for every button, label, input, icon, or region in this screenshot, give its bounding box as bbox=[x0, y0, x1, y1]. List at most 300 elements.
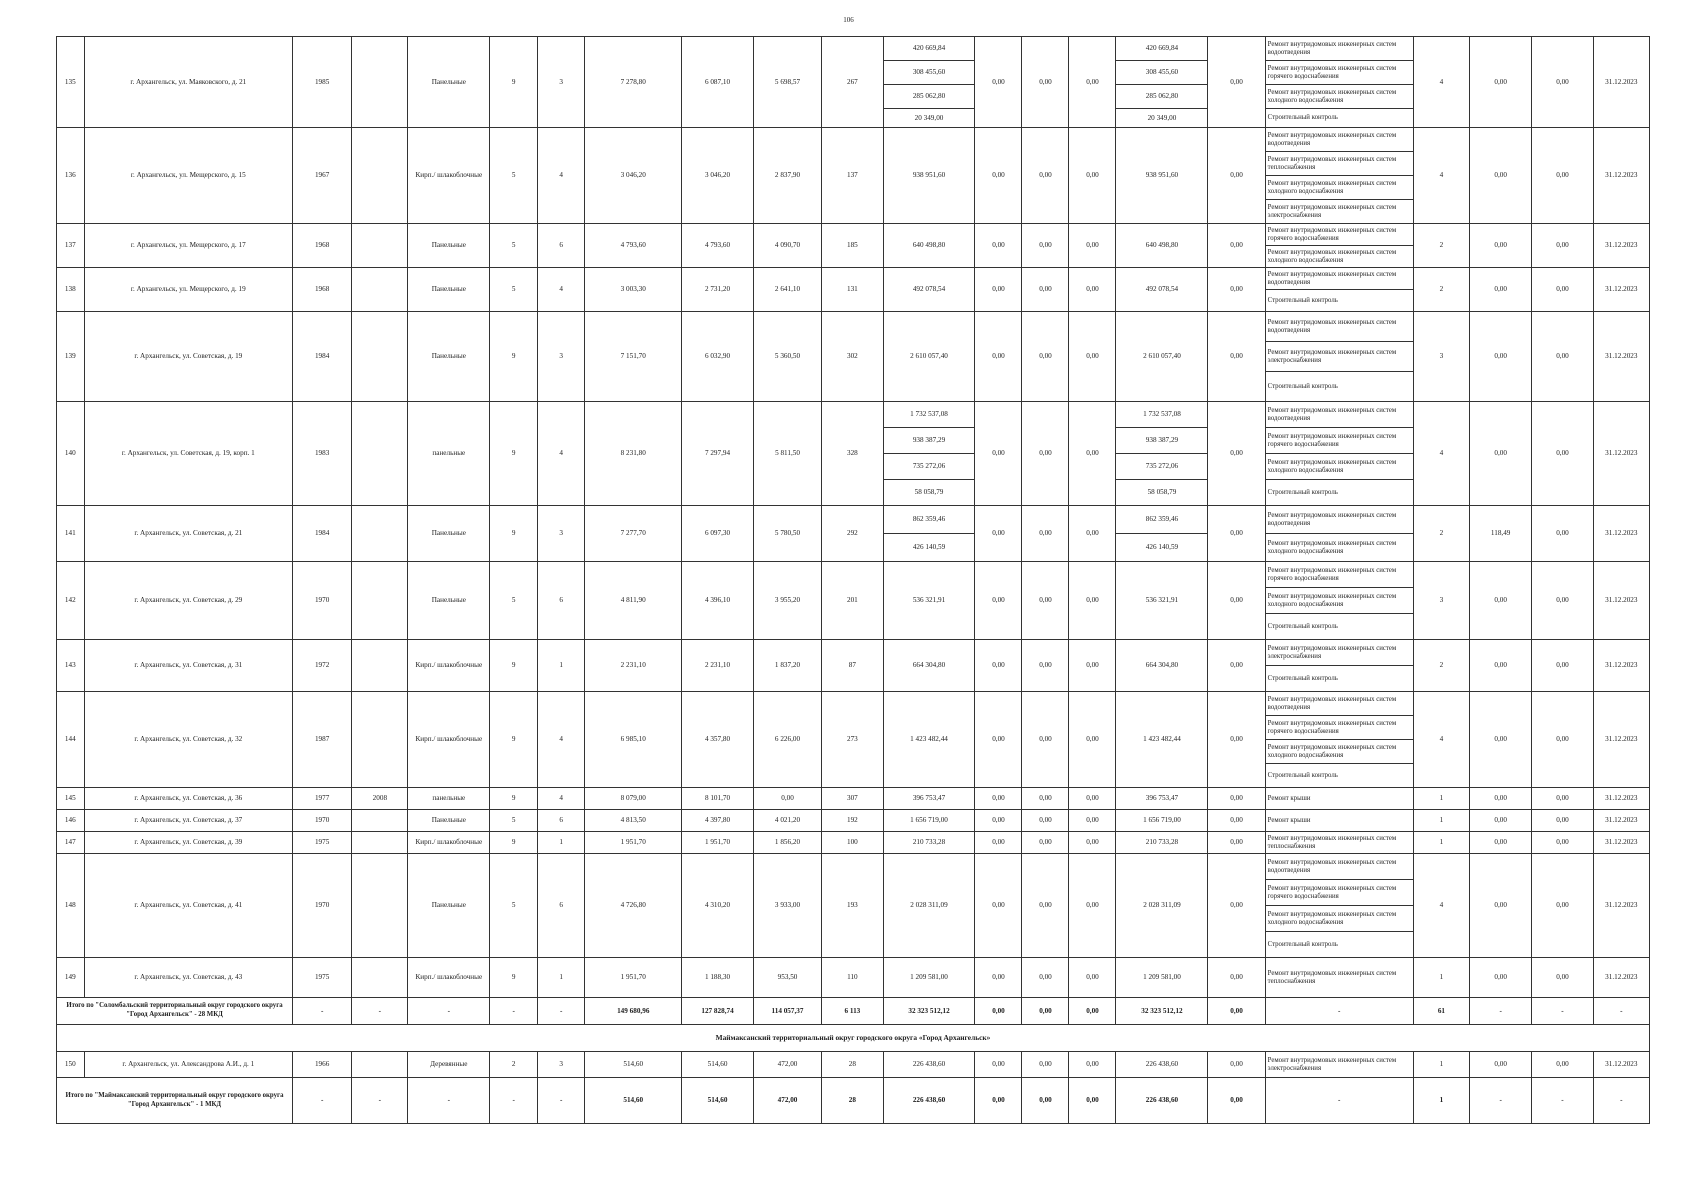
unit-cost: 0,00 bbox=[1470, 37, 1532, 128]
floors: 9 bbox=[490, 958, 538, 998]
living-area: 3 046,20 bbox=[682, 128, 754, 224]
cost-owners: 1 732 537,08 bbox=[1116, 402, 1208, 428]
funding-regional: 0,00 bbox=[1022, 854, 1069, 958]
work-type: Ремонт внутридомовых инженерных систем холодного водоснабжения bbox=[1265, 454, 1413, 480]
floors: 5 bbox=[490, 562, 538, 640]
residential-area: 953,50 bbox=[753, 958, 821, 998]
address: г. Архангельск, ул. Советская, д. 32 bbox=[84, 692, 292, 788]
work-type: Ремонт внутридомовых инженерных систем холодного водоснабжения bbox=[1265, 534, 1413, 562]
floors: 9 bbox=[490, 692, 538, 788]
funding-regional: 0,00 bbox=[1022, 788, 1069, 810]
residents: 185 bbox=[822, 224, 883, 268]
work-type: Ремонт внутридомовых инженерных систем водоотведения bbox=[1265, 506, 1413, 534]
funding-regional: 0,00 bbox=[1022, 128, 1069, 224]
funding-regional: 0,00 bbox=[1022, 402, 1069, 506]
wall-material: Панельные bbox=[408, 224, 490, 268]
funding-federal: 0,00 bbox=[975, 854, 1022, 958]
total-cell: - bbox=[408, 998, 490, 1025]
cost-value: 735 272,06 bbox=[883, 454, 975, 480]
address: г. Архангельск, ул. Мещерского, д. 19 bbox=[84, 268, 292, 312]
living-area: 4 357,80 bbox=[682, 692, 754, 788]
cost-value: 1 423 482,44 bbox=[883, 692, 975, 788]
work-type: Ремонт внутридомовых инженерных систем водоотведения bbox=[1265, 37, 1413, 61]
address: г. Архангельск, ул. Советская, д. 37 bbox=[84, 810, 292, 832]
work-count: 3 bbox=[1413, 562, 1469, 640]
residents: 87 bbox=[822, 640, 883, 692]
work-type: Ремонт внутридомовых инженерных систем водоотведения bbox=[1265, 312, 1413, 342]
funding-local: 0,00 bbox=[1069, 506, 1116, 562]
residents: 192 bbox=[822, 810, 883, 832]
funding-local: 0,00 bbox=[1069, 562, 1116, 640]
cost-value: 285 062,80 bbox=[883, 85, 975, 109]
row-number: 146 bbox=[57, 810, 85, 832]
funding-regional: 0,00 bbox=[1022, 832, 1069, 854]
work-type: Ремонт внутридомовых инженерных систем электроснабжения bbox=[1265, 1052, 1413, 1078]
wall-material: Панельные bbox=[408, 312, 490, 402]
wall-material: Панельные bbox=[408, 37, 490, 128]
total-area-3: 472,00 bbox=[753, 1078, 821, 1124]
entrances: 3 bbox=[538, 506, 585, 562]
residents: 201 bbox=[822, 562, 883, 640]
work-type: Ремонт внутридомовых инженерных систем теплоснабжения bbox=[1265, 832, 1413, 854]
total-area-1: 149 680,96 bbox=[585, 998, 682, 1025]
funding-federal: 0,00 bbox=[975, 312, 1022, 402]
funding-federal: 0,00 bbox=[975, 958, 1022, 998]
total-area: 7 277,70 bbox=[585, 506, 682, 562]
funding-regional: 0,00 bbox=[1022, 268, 1069, 312]
address: г. Архангельск, ул. Советская, д. 41 bbox=[84, 854, 292, 958]
table-row bbox=[57, 562, 1650, 588]
living-area: 4 310,20 bbox=[682, 854, 754, 958]
row-number: 141 bbox=[57, 506, 85, 562]
residents: 273 bbox=[822, 692, 883, 788]
work-type: Ремонт внутридомовых инженерных систем электроснабжения bbox=[1265, 342, 1413, 372]
cost-value: 2 028 311,09 bbox=[883, 854, 975, 958]
address: г. Архангельск, ул. Советская, д. 29 bbox=[84, 562, 292, 640]
row-number: 140 bbox=[57, 402, 85, 506]
funding-other: 0,00 bbox=[1208, 128, 1265, 224]
year-renovated bbox=[352, 128, 408, 224]
residential-area: 5 698,57 bbox=[753, 37, 821, 128]
total-cell: - bbox=[408, 1078, 490, 1124]
table-row bbox=[57, 854, 1650, 880]
cost-owners: 862 359,46 bbox=[1116, 506, 1208, 534]
row-number: 149 bbox=[57, 958, 85, 998]
residential-area: 3 933,00 bbox=[753, 854, 821, 958]
cost-value: 58 058,79 bbox=[883, 480, 975, 506]
floors: 9 bbox=[490, 312, 538, 402]
total-cell: - bbox=[1532, 1078, 1593, 1124]
cost-owners: 308 455,60 bbox=[1116, 61, 1208, 85]
row-number: 148 bbox=[57, 854, 85, 958]
residents: 307 bbox=[822, 788, 883, 810]
total-cell: 0,00 bbox=[975, 1078, 1022, 1124]
deadline-date: 31.12.2023 bbox=[1593, 128, 1649, 224]
table-row bbox=[57, 402, 1650, 428]
limit-cost: 0,00 bbox=[1532, 958, 1593, 998]
address: г. Архангельск, ул. Мещерского, д. 17 bbox=[84, 224, 292, 268]
cost-value: 396 753,47 bbox=[883, 788, 975, 810]
entrances: 3 bbox=[538, 37, 585, 128]
work-count: 1 bbox=[1413, 832, 1469, 854]
total-cell: 0,00 bbox=[1069, 998, 1116, 1025]
entrances: 6 bbox=[538, 562, 585, 640]
total-area-3: 114 057,37 bbox=[753, 998, 821, 1025]
work-type: Ремонт внутридомовых инженерных систем холодного водоснабжения bbox=[1265, 176, 1413, 200]
work-type: Строительный контроль bbox=[1265, 109, 1413, 128]
address: г. Архангельск, ул. Советская, д. 21 bbox=[84, 506, 292, 562]
table-body-part3 bbox=[57, 1052, 1650, 1078]
total-cell: 0,00 bbox=[1208, 998, 1265, 1025]
unit-cost: 118,49 bbox=[1470, 506, 1532, 562]
residential-area: 2 837,90 bbox=[753, 128, 821, 224]
year-renovated bbox=[352, 832, 408, 854]
total-cell: - bbox=[352, 1078, 408, 1124]
wall-material: Панельные bbox=[408, 562, 490, 640]
year-renovated bbox=[352, 692, 408, 788]
funding-local: 0,00 bbox=[1069, 224, 1116, 268]
total-cell: - bbox=[1470, 998, 1532, 1025]
deadline-date: 31.12.2023 bbox=[1593, 958, 1649, 998]
work-type: Ремонт внутридомовых инженерных систем горячего водоснабжения bbox=[1265, 562, 1413, 588]
limit-cost: 0,00 bbox=[1532, 224, 1593, 268]
work-type: Строительный контроль bbox=[1265, 480, 1413, 506]
work-type: Ремонт внутридомовых инженерных систем холодного водоснабжения bbox=[1265, 740, 1413, 764]
total-area: 8 231,80 bbox=[585, 402, 682, 506]
entrances: 3 bbox=[538, 312, 585, 402]
table-row bbox=[57, 810, 1650, 832]
residential-area: 472,00 bbox=[753, 1052, 821, 1078]
table-row bbox=[57, 832, 1650, 854]
address: г. Архангельск, ул. Советская, д. 43 bbox=[84, 958, 292, 998]
year-built: 1972 bbox=[293, 640, 352, 692]
entrances: 6 bbox=[538, 810, 585, 832]
floors: 5 bbox=[490, 810, 538, 832]
living-area: 4 396,10 bbox=[682, 562, 754, 640]
unit-cost: 0,00 bbox=[1470, 224, 1532, 268]
cost-owners: 2 610 057,40 bbox=[1116, 312, 1208, 402]
wall-material: Панельные bbox=[408, 506, 490, 562]
deadline-date: 31.12.2023 bbox=[1593, 506, 1649, 562]
row-number: 143 bbox=[57, 640, 85, 692]
year-built: 1968 bbox=[293, 268, 352, 312]
funding-local: 0,00 bbox=[1069, 854, 1116, 958]
limit-cost: 0,00 bbox=[1532, 832, 1593, 854]
unit-cost: 0,00 bbox=[1470, 562, 1532, 640]
cost-value: 640 498,80 bbox=[883, 224, 975, 268]
cost-owners: 1 209 581,00 bbox=[1116, 958, 1208, 998]
residents: 328 bbox=[822, 402, 883, 506]
address: г. Архангельск, ул. Советская, д. 36 bbox=[84, 788, 292, 810]
total-area: 3 046,20 bbox=[585, 128, 682, 224]
floors: 9 bbox=[490, 402, 538, 506]
funding-local: 0,00 bbox=[1069, 692, 1116, 788]
work-type: Ремонт внутридомовых инженерных систем холодного водоснабжения bbox=[1265, 246, 1413, 268]
total-row-solombala bbox=[57, 998, 1650, 1052]
year-built: 1966 bbox=[293, 1052, 352, 1078]
work-count: 1 bbox=[1413, 788, 1469, 810]
cost-owners: 226 438,60 bbox=[1116, 1052, 1208, 1078]
work-count: 2 bbox=[1413, 268, 1469, 312]
table-row bbox=[57, 1052, 1650, 1078]
row-number: 135 bbox=[57, 37, 85, 128]
entrances: 6 bbox=[538, 224, 585, 268]
year-renovated bbox=[352, 506, 408, 562]
residents: 137 bbox=[822, 128, 883, 224]
entrances: 4 bbox=[538, 788, 585, 810]
funding-local: 0,00 bbox=[1069, 268, 1116, 312]
year-built: 1983 bbox=[293, 402, 352, 506]
year-renovated: 2008 bbox=[352, 788, 408, 810]
limit-cost: 0,00 bbox=[1532, 506, 1593, 562]
residential-area: 5 780,50 bbox=[753, 506, 821, 562]
deadline-date: 31.12.2023 bbox=[1593, 810, 1649, 832]
funding-local: 0,00 bbox=[1069, 1052, 1116, 1078]
total-cost-2: 32 323 512,12 bbox=[1116, 998, 1208, 1025]
cost-value: 492 078,54 bbox=[883, 268, 975, 312]
year-renovated bbox=[352, 562, 408, 640]
total-area: 4 793,60 bbox=[585, 224, 682, 268]
deadline-date: 31.12.2023 bbox=[1593, 692, 1649, 788]
funding-local: 0,00 bbox=[1069, 128, 1116, 224]
floors: 9 bbox=[490, 506, 538, 562]
year-built: 1970 bbox=[293, 854, 352, 958]
cost-owners: 1 423 482,44 bbox=[1116, 692, 1208, 788]
entrances: 1 bbox=[538, 958, 585, 998]
total-cell: 0,00 bbox=[1022, 998, 1069, 1025]
wall-material: Деревянные bbox=[408, 1052, 490, 1078]
work-type: Ремонт внутридомовых инженерных систем теплоснабжения bbox=[1265, 152, 1413, 176]
work-type: Строительный контроль bbox=[1265, 290, 1413, 312]
year-renovated bbox=[352, 402, 408, 506]
entrances: 6 bbox=[538, 854, 585, 958]
funding-local: 0,00 bbox=[1069, 640, 1116, 692]
year-built: 1975 bbox=[293, 958, 352, 998]
total-label: Итого по "Соломбальский территориальный округ городского округа "Город Архангельск" - 28 МКД bbox=[57, 998, 293, 1025]
funding-regional: 0,00 bbox=[1022, 958, 1069, 998]
unit-cost: 0,00 bbox=[1470, 1052, 1532, 1078]
total-area-2: 514,60 bbox=[682, 1078, 754, 1124]
funding-federal: 0,00 bbox=[975, 402, 1022, 506]
entrances: 4 bbox=[538, 692, 585, 788]
wall-material: Панельные bbox=[408, 268, 490, 312]
funding-other: 0,00 bbox=[1208, 810, 1265, 832]
living-area: 7 297,94 bbox=[682, 402, 754, 506]
cost-owners: 536 321,91 bbox=[1116, 562, 1208, 640]
funding-federal: 0,00 bbox=[975, 37, 1022, 128]
deadline-date: 31.12.2023 bbox=[1593, 402, 1649, 506]
total-residents: 28 bbox=[822, 1078, 883, 1124]
limit-cost: 0,00 bbox=[1532, 1052, 1593, 1078]
row-number: 150 bbox=[57, 1052, 85, 1078]
funding-other: 0,00 bbox=[1208, 506, 1265, 562]
wall-material: панельные bbox=[408, 402, 490, 506]
funding-other: 0,00 bbox=[1208, 268, 1265, 312]
limit-cost: 0,00 bbox=[1532, 854, 1593, 958]
unit-cost: 0,00 bbox=[1470, 128, 1532, 224]
funding-federal: 0,00 bbox=[975, 1052, 1022, 1078]
total-area: 1 951,70 bbox=[585, 958, 682, 998]
table-body-part1 bbox=[57, 37, 1650, 562]
row-number: 142 bbox=[57, 562, 85, 640]
residents: 302 bbox=[822, 312, 883, 402]
residential-area: 4 021,20 bbox=[753, 810, 821, 832]
work-type: Строительный контроль bbox=[1265, 666, 1413, 692]
residents: 28 bbox=[822, 1052, 883, 1078]
work-count: 1 bbox=[1413, 1052, 1469, 1078]
total-cell: - bbox=[490, 1078, 538, 1124]
cost-value: 426 140,59 bbox=[883, 534, 975, 562]
work-type: Ремонт крыши bbox=[1265, 810, 1413, 832]
funding-regional: 0,00 bbox=[1022, 37, 1069, 128]
limit-cost: 0,00 bbox=[1532, 402, 1593, 506]
wall-material: Панельные bbox=[408, 854, 490, 958]
cost-value: 308 455,60 bbox=[883, 61, 975, 85]
cost-value: 226 438,60 bbox=[883, 1052, 975, 1078]
wall-material: Кирп./ шлакоблочные bbox=[408, 640, 490, 692]
table-row bbox=[57, 640, 1650, 666]
deadline-date: 31.12.2023 bbox=[1593, 312, 1649, 402]
work-count: 4 bbox=[1413, 37, 1469, 128]
cost-owners: 640 498,80 bbox=[1116, 224, 1208, 268]
deadline-date: 31.12.2023 bbox=[1593, 268, 1649, 312]
total-area: 514,60 bbox=[585, 1052, 682, 1078]
living-area: 4 793,60 bbox=[682, 224, 754, 268]
floors: 2 bbox=[490, 1052, 538, 1078]
address: г. Архангельск, ул. Советская, д. 19, корп. 1 bbox=[84, 402, 292, 506]
living-area: 6 032,90 bbox=[682, 312, 754, 402]
floors: 9 bbox=[490, 788, 538, 810]
entrances: 1 bbox=[538, 640, 585, 692]
wall-material: Кирп./ шлакоблочные bbox=[408, 832, 490, 854]
funding-local: 0,00 bbox=[1069, 37, 1116, 128]
living-area: 6 097,30 bbox=[682, 506, 754, 562]
residential-area: 2 641,10 bbox=[753, 268, 821, 312]
total-area: 1 951,70 bbox=[585, 832, 682, 854]
limit-cost: 0,00 bbox=[1532, 788, 1593, 810]
table-row bbox=[57, 788, 1650, 810]
limit-cost: 0,00 bbox=[1532, 268, 1593, 312]
entrances: 4 bbox=[538, 128, 585, 224]
cost-owners: 20 349,00 bbox=[1116, 109, 1208, 128]
unit-cost: 0,00 bbox=[1470, 402, 1532, 506]
table-row bbox=[57, 692, 1650, 716]
year-renovated bbox=[352, 854, 408, 958]
funding-local: 0,00 bbox=[1069, 832, 1116, 854]
work-type: Ремонт внутридомовых инженерных систем электроснабжения bbox=[1265, 640, 1413, 666]
funding-regional: 0,00 bbox=[1022, 640, 1069, 692]
cost-owners: 938 387,29 bbox=[1116, 428, 1208, 454]
total-area: 8 079,00 bbox=[585, 788, 682, 810]
work-type: Строительный контроль bbox=[1265, 764, 1413, 788]
work-type: Ремонт внутридомовых инженерных систем горячего водоснабжения bbox=[1265, 224, 1413, 246]
floors: 9 bbox=[490, 640, 538, 692]
living-area: 8 101,70 bbox=[682, 788, 754, 810]
cost-value: 862 359,46 bbox=[883, 506, 975, 534]
floors: 5 bbox=[490, 854, 538, 958]
total-cell: - bbox=[352, 998, 408, 1025]
work-type: Ремонт внутридомовых инженерных систем горячего водоснабжения bbox=[1265, 716, 1413, 740]
work-count: 4 bbox=[1413, 692, 1469, 788]
total-area: 7 151,70 bbox=[585, 312, 682, 402]
work-type: Ремонт внутридомовых инженерных систем электроснабжения bbox=[1265, 200, 1413, 224]
year-renovated bbox=[352, 268, 408, 312]
floors: 5 bbox=[490, 268, 538, 312]
funding-other: 0,00 bbox=[1208, 958, 1265, 998]
cost-owners: 210 733,28 bbox=[1116, 832, 1208, 854]
deadline-date: 31.12.2023 bbox=[1593, 562, 1649, 640]
funding-local: 0,00 bbox=[1069, 402, 1116, 506]
total-cost: 32 323 512,12 bbox=[883, 998, 975, 1025]
work-type: Ремонт внутридомовых инженерных систем горячего водоснабжения bbox=[1265, 880, 1413, 906]
funding-regional: 0,00 bbox=[1022, 506, 1069, 562]
funding-regional: 0,00 bbox=[1022, 312, 1069, 402]
cost-owners: 2 028 311,09 bbox=[1116, 854, 1208, 958]
residential-area: 4 090,70 bbox=[753, 224, 821, 268]
work-type: Ремонт внутридомовых инженерных систем горячего водоснабжения bbox=[1265, 428, 1413, 454]
limit-cost: 0,00 bbox=[1532, 640, 1593, 692]
funding-local: 0,00 bbox=[1069, 958, 1116, 998]
cost-owners: 285 062,80 bbox=[1116, 85, 1208, 109]
table-row bbox=[57, 312, 1650, 342]
page-number: 106 bbox=[843, 16, 854, 24]
unit-cost: 0,00 bbox=[1470, 832, 1532, 854]
funding-local: 0,00 bbox=[1069, 788, 1116, 810]
limit-cost: 0,00 bbox=[1532, 810, 1593, 832]
deadline-date: 31.12.2023 bbox=[1593, 37, 1649, 128]
row-number: 145 bbox=[57, 788, 85, 810]
work-type: Ремонт внутридомовых инженерных систем водоотведения bbox=[1265, 854, 1413, 880]
funding-local: 0,00 bbox=[1069, 312, 1116, 402]
funding-regional: 0,00 bbox=[1022, 562, 1069, 640]
funding-other: 0,00 bbox=[1208, 640, 1265, 692]
funding-federal: 0,00 bbox=[975, 692, 1022, 788]
total-cell: 0,00 bbox=[1069, 1078, 1116, 1124]
residents: 100 bbox=[822, 832, 883, 854]
total-area: 3 003,30 bbox=[585, 268, 682, 312]
total-cell: 0,00 bbox=[1022, 1078, 1069, 1124]
year-built: 1985 bbox=[293, 37, 352, 128]
total-residents: 6 113 bbox=[822, 998, 883, 1025]
total-cell: - bbox=[1593, 998, 1649, 1025]
total-cell: - bbox=[538, 1078, 585, 1124]
work-type: Строительный контроль bbox=[1265, 372, 1413, 402]
total-area-2: 127 828,74 bbox=[682, 998, 754, 1025]
total-cost-2: 226 438,60 bbox=[1116, 1078, 1208, 1124]
funding-other: 0,00 bbox=[1208, 37, 1265, 128]
unit-cost: 0,00 bbox=[1470, 854, 1532, 958]
limit-cost: 0,00 bbox=[1532, 562, 1593, 640]
work-count: 1 bbox=[1413, 958, 1469, 998]
repair-program-table bbox=[56, 36, 1650, 1124]
cost-owners: 58 058,79 bbox=[1116, 480, 1208, 506]
total-area-1: 514,60 bbox=[585, 1078, 682, 1124]
table-row bbox=[57, 506, 1650, 534]
unit-cost: 0,00 bbox=[1470, 692, 1532, 788]
work-count: 2 bbox=[1413, 224, 1469, 268]
cost-value: 938 951,60 bbox=[883, 128, 975, 224]
total-cell: - bbox=[1265, 998, 1413, 1025]
total-area: 4 811,90 bbox=[585, 562, 682, 640]
residents: 193 bbox=[822, 854, 883, 958]
total-cell: - bbox=[1265, 1078, 1413, 1124]
floors: 5 bbox=[490, 224, 538, 268]
work-count: 4 bbox=[1413, 854, 1469, 958]
year-built: 1970 bbox=[293, 810, 352, 832]
address: г. Архангельск, ул. Александрова А.И., д. 1 bbox=[84, 1052, 292, 1078]
total-cell: 0,00 bbox=[975, 998, 1022, 1025]
wall-material: Кирп./ шлакоблочные bbox=[408, 128, 490, 224]
